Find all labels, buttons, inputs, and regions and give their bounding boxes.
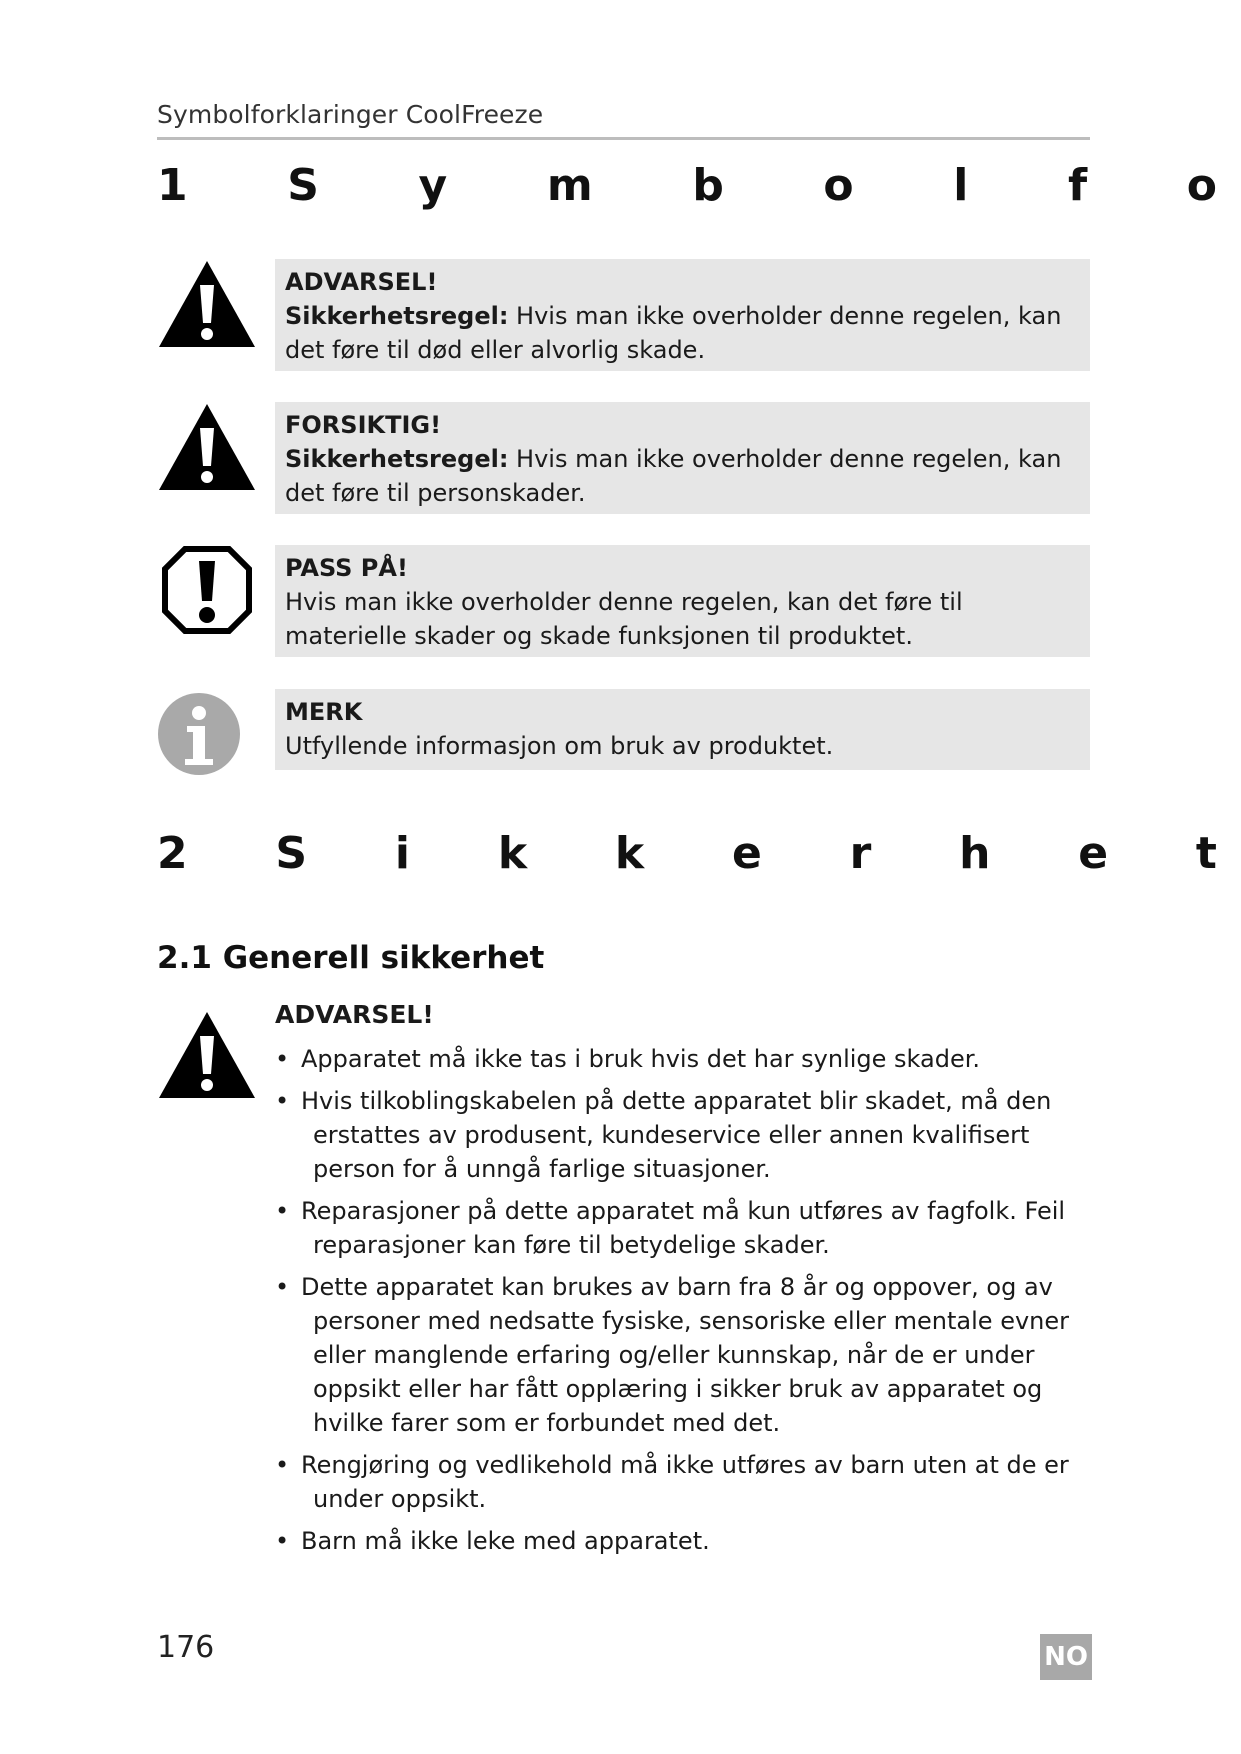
- notice-text: Hvis man ikke overholder denne regelen, kan det føre til personskader.: [285, 445, 1062, 507]
- attention-octagon-icon: [157, 545, 257, 635]
- heading-letter: o: [1186, 160, 1217, 211]
- heading-letter: t: [1195, 828, 1217, 879]
- heading-letter: l: [953, 160, 969, 211]
- list-item: • Reparasjoner på dette apparatet må kun utføres av fagfolk. Feil reparasjoner kan føre til betydelige skader.: [275, 1194, 1090, 1262]
- warning-list: [275, 1042, 1090, 1566]
- notice-label: Sikkerhetsregel:: [285, 302, 509, 330]
- heading-letter: i: [394, 828, 411, 879]
- heading-letter: k: [497, 828, 528, 879]
- heading-letter: r: [849, 828, 872, 879]
- heading-letter: S: [287, 160, 319, 211]
- notice-title: ADVARSEL!: [285, 268, 438, 296]
- section-1-number: 1: [157, 160, 188, 211]
- notice-box: [275, 259, 1090, 371]
- warning-triangle-icon: [157, 402, 257, 492]
- info-circle-icon: [157, 689, 257, 779]
- notice-title: PASS PÅ!: [285, 554, 408, 582]
- heading-letter: h: [959, 828, 991, 879]
- header-divider: [157, 137, 1090, 140]
- list-item: • Apparatet må ikke tas i bruk hvis det har synlige skader.: [275, 1042, 1090, 1076]
- notice-text: Hvis man ikke overholder denne regelen, kan det føre til materielle skader og skade funksjonen til produktet.: [285, 588, 963, 650]
- notice-box: [275, 545, 1090, 657]
- page-number: 176: [157, 1630, 215, 1665]
- heading-letter: e: [731, 828, 762, 879]
- heading-letter: e: [1078, 828, 1109, 879]
- notice-title: MERK: [285, 698, 363, 726]
- notice-box: [275, 689, 1090, 770]
- section-2-number: 2: [157, 828, 188, 879]
- notice-title: FORSIKTIG!: [285, 411, 442, 439]
- heading-letter: k: [614, 828, 645, 879]
- language-badge: NO: [1040, 1634, 1092, 1680]
- heading-letter: f: [1067, 160, 1088, 211]
- warning-title: ADVARSEL!: [275, 1000, 434, 1029]
- notice-box: [275, 402, 1090, 514]
- notice-text: Hvis man ikke overholder denne regelen, kan det føre til død eller alvorlig skade.: [285, 302, 1062, 364]
- notice-label: Sikkerhetsregel:: [285, 445, 509, 473]
- heading-letter: y: [418, 160, 448, 211]
- section-2-heading: [157, 828, 1217, 879]
- running-header: Symbolforklaringer CoolFreeze: [157, 100, 544, 129]
- list-item: • Dette apparatet kan brukes av barn fra 8 år og oppover, og av personer med nedsatte fysiske, sensoriske eller mentale evner eller manglende erfaring og/eller kunnskap, når de er under oppsikt eller har fått opplæring i sikker bruk av apparatet og hvilke farer som er forbundet med det.: [275, 1270, 1090, 1440]
- subsection-title: 2.1 Generell sikkerhet: [157, 940, 545, 976]
- warning-triangle-icon: [157, 259, 257, 349]
- notice-text: Utfyllende informasjon om bruk av produktet.: [285, 732, 834, 760]
- heading-letter: o: [823, 160, 854, 211]
- heading-letter: S: [275, 828, 308, 879]
- warning-triangle-icon: [157, 1010, 257, 1100]
- list-item: • Barn må ikke leke med apparatet.: [275, 1524, 1090, 1558]
- heading-letter: m: [546, 160, 593, 211]
- list-item: • Rengjøring og vedlikehold må ikke utføres av barn uten at de er under oppsikt.: [275, 1448, 1090, 1516]
- heading-letter: b: [692, 160, 724, 211]
- section-1-heading: [157, 160, 1217, 211]
- list-item: • Hvis tilkoblingskabelen på dette apparatet blir skadet, må den erstattes av produsent, kundeservice eller annen kvalifisert person for å unngå farlige situasjoner.: [275, 1084, 1090, 1186]
